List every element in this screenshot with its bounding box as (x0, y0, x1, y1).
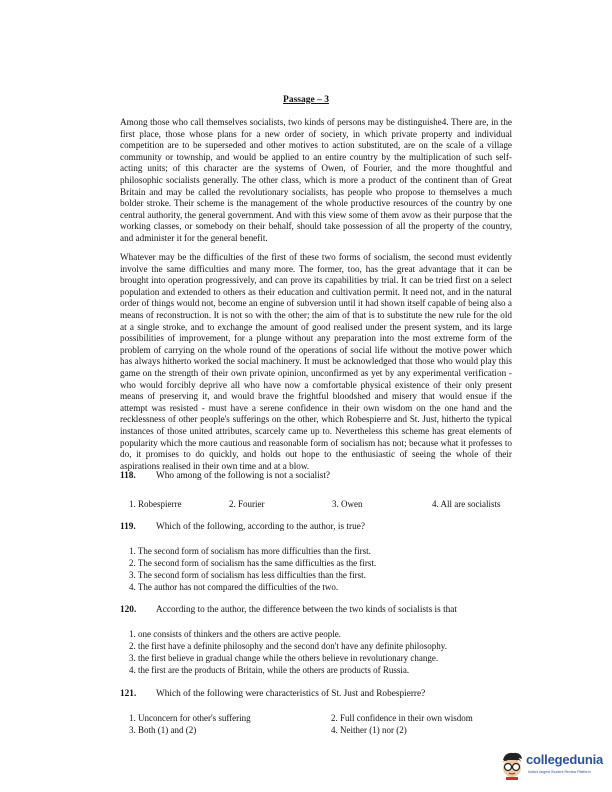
logo-tagline: India's largest Student Review Platform (528, 770, 591, 774)
option: 2. the first have a definite philosophy and the second don't have any definite philosophy. (129, 640, 447, 651)
option: 4. Neither (1) nor (2) (331, 725, 407, 735)
option: 1. one consists of thinkers and the others are active people. (129, 629, 341, 639)
option: 1. Robespierre (129, 499, 182, 509)
passage-paragraph-2: Whatever may be the difficulties of the first of these two forms of socialism, the second must evidently involve the same difficulties and many more. The former, too, has the great advantage that it can be brought into operation progressively, and can prove its capabilities by trial. It can be tried first on a select population and extended to others as their education and cultivation permit. It need not, and in the natural order of things would not, become an engine of subversion until it had shown itself capable of being also a means of reconstruction. It is not so with the other; the aim of that is to substitute the new rule for the old at a single stroke, and to exchange the amount of good realised under the present system, and its large possibilities of improvement, for a plunge without any preparation into the most extreme form of the problem of carrying on the whole round of the operations of social life without the motive power which has always hitherto worked the social machinery. It must be acknowledged that those who would play this game on the strength of their own private opinion, unconfirmed as yet by any experimental verification - who would forcibly deprive all who have now a comfortable physical existence of their only present means of preserving it, and would brave the frightful bloodshed and misery that would ensue if the attempt was resisted - must have a serene confidence in their own wisdom on the one hand and the recklessness of other people's sufferings on the other, which Robespierre and St. Just, hitherto the typical instances of those united attributes, scarcely came up to. Nevertheless this scheme has great elements of popularity which the more cautious and reasonable form of socialism has not; because what it professes to do, it promises to do quickly, and holds out hope to the enthusiastic of seeing the whole of their aspirations realised in their own time and at a blow. (120, 252, 512, 471)
question-text: According to the author, the difference between the two kinds of socialists is that (156, 605, 458, 615)
logo-name: collegedunia (526, 752, 604, 767)
option: 2. Full confidence in their own wisdom (331, 713, 473, 723)
option: 3. the first believe in gradual change while the others believe in revolutionary change. (129, 652, 439, 663)
option: 3. Owen (332, 499, 363, 509)
question-text: Who among of the following is not a socialist? (156, 471, 331, 481)
question-119-options (129, 546, 376, 594)
question-text: Which of the following were characteristics of St. Just and Robespierre? (156, 689, 426, 699)
passage-paragraph-1: Among those who call themselves socialists, two kinds of persons may be distinguishe4. There are, in the first place, those whose plans for a new order of society, in which private property and individual competition are to be superseded and other motives to action substituted, are on the scale of a village community or township, and would be applied to an entire country by the multiplication of such self-acting units; of this character are the systems of Owen, of Fourier, and the more thoughtful and philosophic socialists generally. The other class, which is more a product of the continent than of Great Britain and may be called the revolutionary socialists, has people who propose to themselves a much bolder stroke. Their scheme is the management of the whole productive resources of the country by one central authority, the general government. And with this view some of them avow as their purpose that the working classes, or somebody on their behalf, should take possession of all the property of the country, and administer it for the general benefit. (120, 117, 512, 243)
option: 3. Both (1) and (2) (129, 725, 197, 735)
option: 4. The author has not compared the difficulties of the two. (129, 581, 339, 592)
option: 4. the first are the products of Britain, while the others are products of Russia. (129, 664, 410, 675)
question-number: 118. (120, 471, 136, 481)
passage-title: Passage – 3 (283, 95, 329, 105)
question-120-options (129, 629, 447, 677)
question-text: Which of the following, according to the author, is true? (156, 522, 366, 532)
option: 2. Fourier (229, 499, 265, 509)
option: 4. All are socialists (432, 499, 501, 509)
option: 1. Unconcern for other's suffering (129, 713, 251, 723)
question-number: 120. (120, 605, 137, 615)
question-number: 119. (120, 522, 136, 532)
option: 3. The second form of socialism has less difficulties than the first. (129, 569, 366, 580)
collegedunia-logo (499, 750, 609, 782)
option: 1. The second form of socialism has more difficulties than the first. (129, 546, 371, 556)
question-number: 121. (120, 689, 137, 699)
option: 2. The second form of socialism has the same difficulties as the first. (129, 557, 377, 568)
mascot-icon (499, 750, 525, 780)
